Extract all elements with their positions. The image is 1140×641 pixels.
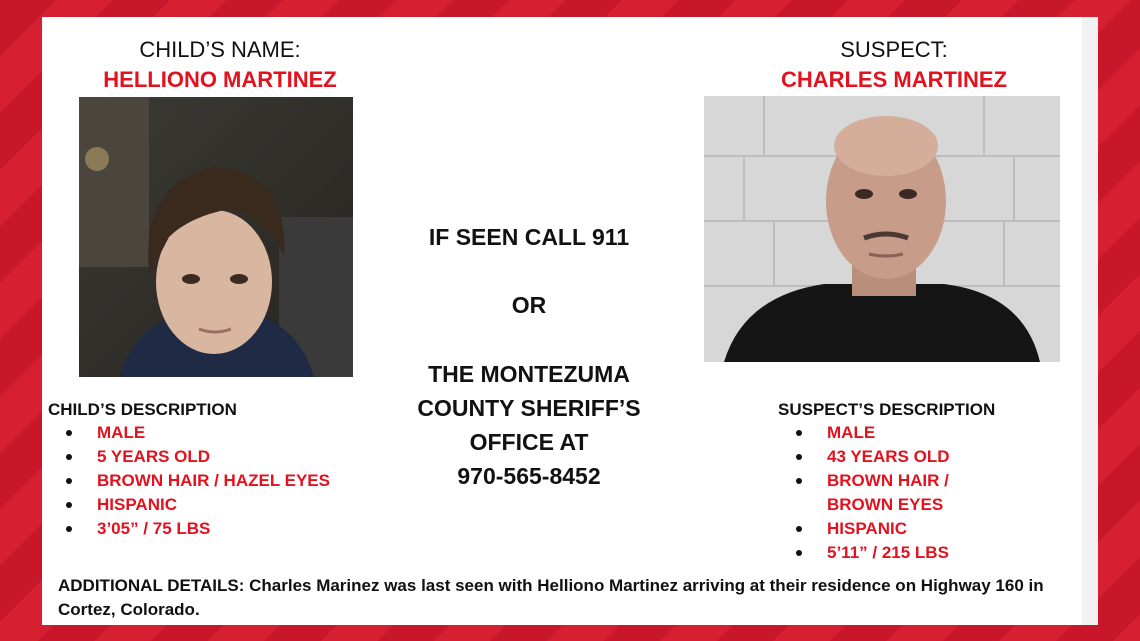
child-description-item: 5 YEARS OLD xyxy=(48,445,330,469)
suspect-description-list xyxy=(778,421,950,565)
suspect-description-item-continued: BROWN EYES xyxy=(827,495,944,514)
missing-child-alert-card xyxy=(42,17,1098,625)
suspect-description-item: 43 YEARS OLD xyxy=(778,445,950,469)
sheriff-phone-number: 970-565-8452 xyxy=(457,463,601,489)
sheriff-line-1: THE MONTEZUMA xyxy=(428,361,630,387)
suspect-description-title: SUSPECT’S DESCRIPTION xyxy=(778,400,996,419)
suspect-name: CHARLES MARTINEZ xyxy=(780,67,1008,92)
child-description-title: CHILD’S DESCRIPTION xyxy=(48,400,237,419)
or-text: OR xyxy=(511,292,547,318)
suspect-heading: SUSPECT: xyxy=(840,37,948,62)
additional-details-label: ADDITIONAL DETAILS: xyxy=(58,576,245,595)
suspect-description-item: BROWN HAIR / xyxy=(778,469,950,493)
suspect-description-item: MALE xyxy=(778,421,950,445)
sheriff-line-3: OFFICE AT xyxy=(469,429,589,455)
sheriff-line-2: COUNTY SHERIFF’S xyxy=(417,395,641,421)
additional-details-text: Charles Marinez was last seen with Helliono Martinez arriving at their residence on Highway 160 in Cortez, Colorado. xyxy=(58,576,1044,619)
child-description-list xyxy=(48,421,330,541)
suspect-description-item: HISPANIC xyxy=(778,517,950,541)
child-name-heading: CHILD’S NAME: xyxy=(139,37,301,62)
child-description-item: MALE xyxy=(48,421,330,445)
child-name: HELLIONO MARTINEZ xyxy=(103,67,337,92)
card-edge-shade xyxy=(1082,17,1098,625)
call-911-text: IF SEEN CALL 911 xyxy=(428,224,630,250)
child-description-item: 3’05” / 75 LBS xyxy=(48,517,330,541)
child-description-item: BROWN HAIR / HAZEL EYES xyxy=(48,469,330,493)
child-description-item: HISPANIC xyxy=(48,493,330,517)
suspect-description-item: 5’11” / 215 LBS xyxy=(778,541,950,565)
child-photo xyxy=(79,97,353,377)
additional-details xyxy=(58,574,1058,622)
suspect-photo xyxy=(704,96,1060,362)
